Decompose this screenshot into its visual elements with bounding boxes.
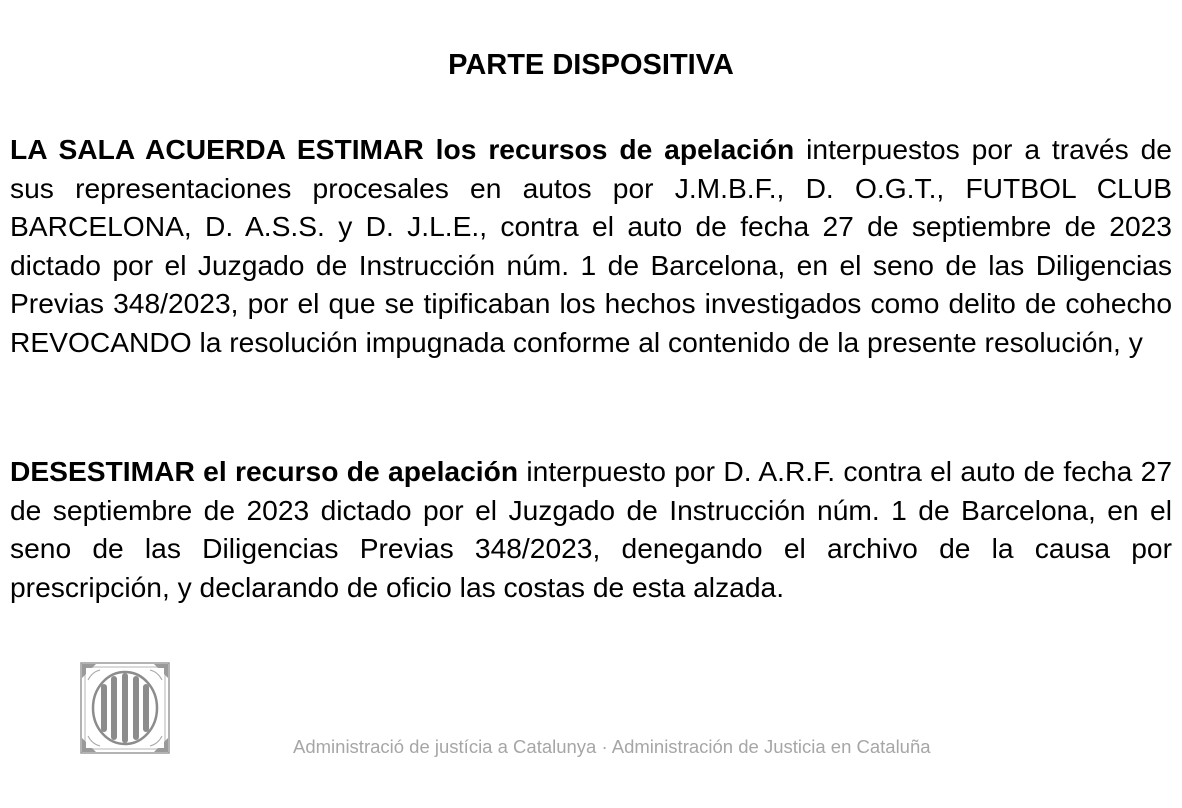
paragraph-lead-text: LA SALA ACUERDA ESTIMAR los recursos de apelación	[10, 133, 795, 165]
footer-caption: Administració de justícia a Catalunya · Administración de Justicia en Cataluña	[293, 736, 931, 757]
catalonia-coat-of-arms-icon	[80, 662, 170, 754]
ruling-paragraph-dismiss	[10, 452, 1172, 606]
ruling-paragraph-estimate	[10, 130, 1172, 361]
paragraph-lead-text: DESESTIMAR el recurso de apelación	[10, 455, 519, 487]
paragraph-body-text: interpuesto por D. A.R.F. contra el auto de fecha 27 de septiembre de 2023 dictado por el Juzgado de Instrucción núm. 1 de Barcelona, en el seno de las Diligencias Previas 348/2023, denegando el archivo de la causa por prescripción, y declarando de oficio las costas de esta alzada.	[10, 455, 1172, 603]
page-title: PARTE DISPOSITIVA	[448, 49, 734, 81]
paragraph-body-text: interpuestos por a través de sus representaciones procesales en autos por J.M.B.F., D. O.G.T., FUTBOL CLUB BARCELONA, D. A.S.S. y D. J.L.E., contra el auto de fecha 27 de septiembre de 2023 dictado por el Juzgado de Instrucción núm. 1 de Barcelona, en el seno de las Diligencias Previas 348/2023, por el que se tipificaban los hechos investigados como delito de cohecho REVOCANDO la resolución impugnada conforme al contenido de la presente resolución, y	[10, 133, 1172, 358]
